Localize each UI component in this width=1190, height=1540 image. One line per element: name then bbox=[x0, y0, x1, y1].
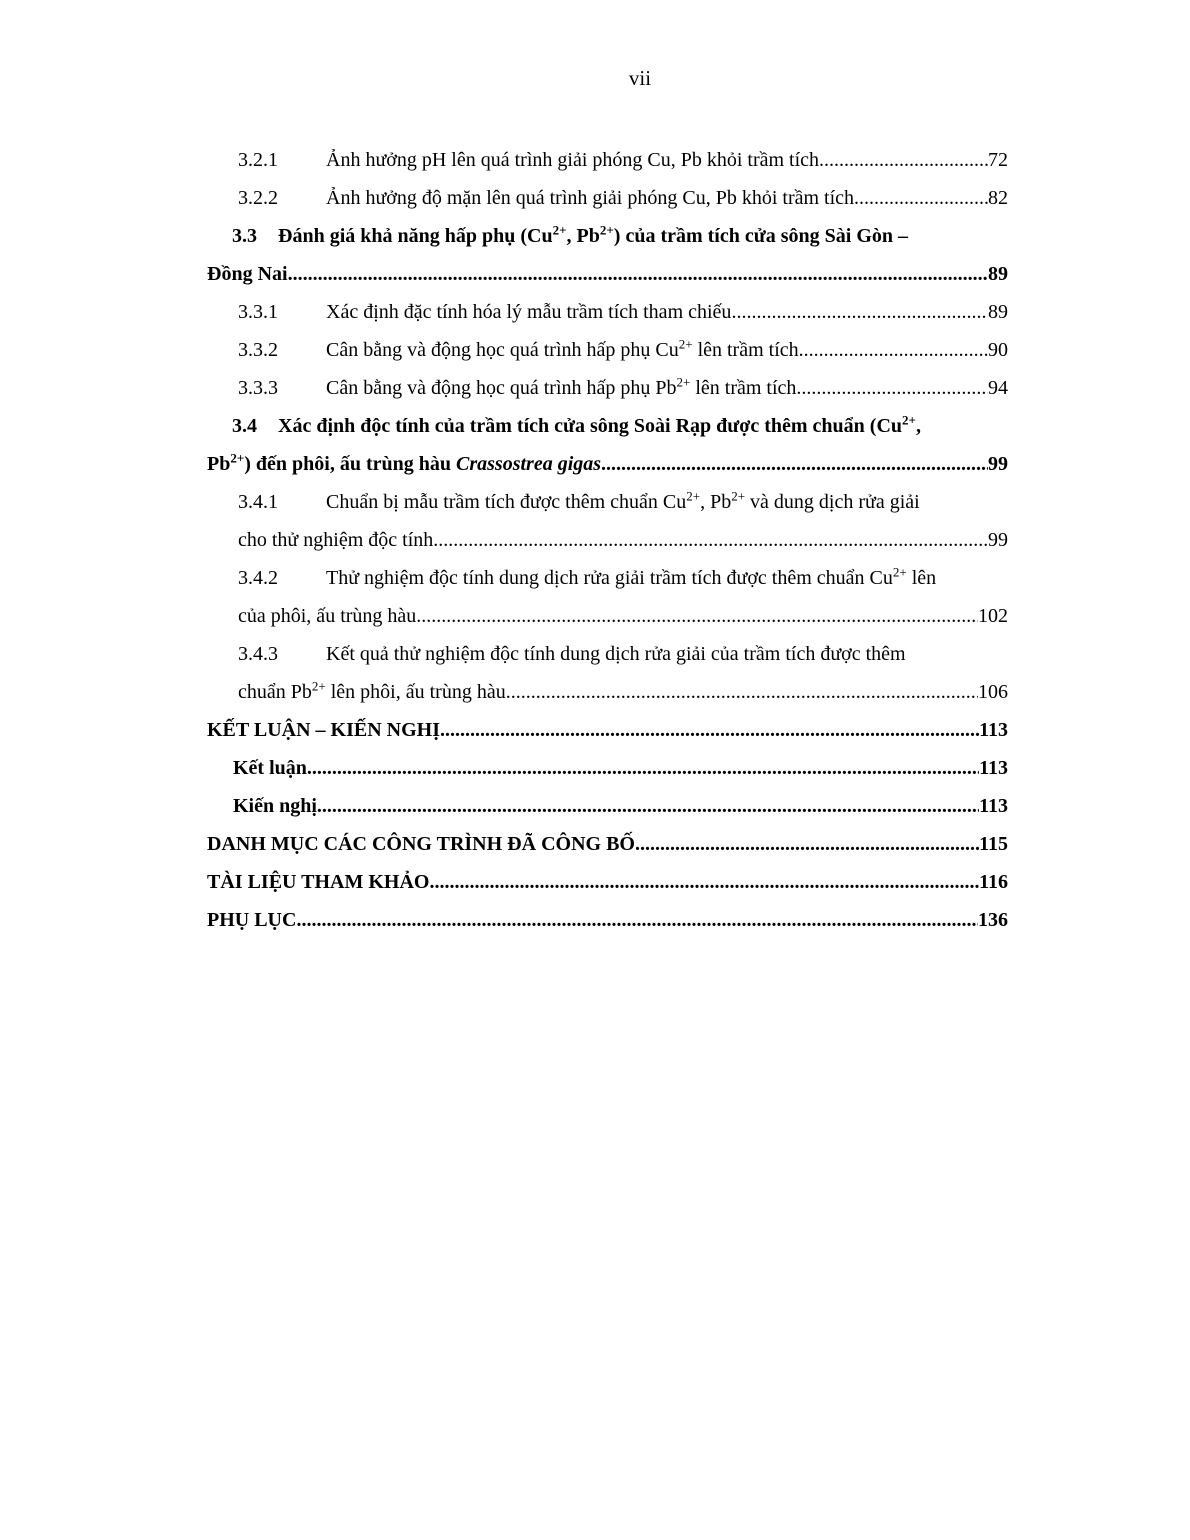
entry-page: 116 bbox=[979, 871, 1008, 893]
entry-number: 3.3.2 bbox=[238, 339, 278, 361]
toc-entry-phu-luc[interactable] bbox=[207, 906, 1008, 934]
dot-leader bbox=[819, 146, 988, 174]
entry-title: Ảnh hưởng độ mặn lên quá trình giải phóng Cu, Pb khỏi trầm tích bbox=[326, 187, 855, 209]
entry-title: TÀI LIỆU THAM KHẢO bbox=[207, 871, 430, 893]
species-name: Crassostrea gigas bbox=[456, 453, 602, 475]
toc-entry-3-2-1[interactable] bbox=[207, 146, 1008, 174]
entry-title-line2: chuẩn $Pb^{2+}$ lên phôi, ấu trùng hàu bbox=[238, 678, 506, 703]
entry-page: 89 bbox=[988, 263, 1008, 285]
dot-leader bbox=[296, 906, 978, 934]
entry-title-line1: Đánh giá khả năng hấp phụ ($Cu^{2+}$, $Pb^{2+}$) của trầm tích cửa sông Sài Gòn – bbox=[278, 222, 908, 247]
dot-leader bbox=[433, 526, 988, 554]
toc-entry-3-4-3[interactable] bbox=[207, 640, 1008, 668]
entry-page: 113 bbox=[979, 757, 1008, 779]
entry-page: 94 bbox=[988, 377, 1008, 399]
toc-entry-kien-nghi[interactable] bbox=[233, 792, 1008, 820]
entry-number: 3.4.3 bbox=[238, 643, 278, 665]
entry-page: 90 bbox=[988, 339, 1008, 361]
dot-leader bbox=[416, 602, 978, 630]
entry-title-line1: Thử nghiệm độc tính dung dịch rửa giải trầm tích được thêm chuẩn $Cu^{2+}$ lên bbox=[326, 564, 937, 589]
entry-page: 72 bbox=[988, 149, 1008, 171]
entry-number: 3.4.2 bbox=[238, 567, 278, 589]
entry-page: 99 bbox=[988, 529, 1008, 551]
toc-entry-3-4-1[interactable] bbox=[207, 488, 1008, 516]
entry-number: 3.4 bbox=[232, 415, 257, 437]
entry-page: 113 bbox=[979, 719, 1008, 741]
toc-entry-3-4-continued[interactable] bbox=[207, 450, 1008, 478]
toc-entry-3-4[interactable] bbox=[207, 412, 1033, 440]
entry-title-line2: $Pb^{2+}$) đến phôi, ấu trùng hàu Crassostrea gigas bbox=[207, 450, 602, 475]
entry-title: Kết luận bbox=[233, 757, 307, 779]
entry-title: Ảnh hưởng pH lên quá trình giải phóng Cu, Pb khỏi trầm tích bbox=[326, 149, 820, 171]
entry-title-line2: cho thử nghiệm độc tính bbox=[238, 529, 434, 551]
dot-leader bbox=[440, 716, 979, 744]
entry-page: 82 bbox=[988, 187, 1008, 209]
page-number: vii bbox=[628, 66, 652, 90]
toc-entry-3-3[interactable] bbox=[207, 222, 1033, 250]
entry-title: DANH MỤC CÁC CÔNG TRÌNH ĐÃ CÔNG BỐ bbox=[207, 833, 635, 855]
toc-entry-3-3-3[interactable] bbox=[207, 374, 1008, 402]
entry-title: PHỤ LỤC bbox=[207, 909, 297, 931]
toc-entry-3-3-2[interactable] bbox=[207, 336, 1008, 364]
entry-page: 113 bbox=[979, 795, 1008, 817]
toc-entry-3-4-3-continued[interactable] bbox=[238, 678, 1008, 706]
entry-title-line1: Xác định độc tính của trầm tích cửa sông Soài Rạp được thêm chuẩn ($Cu^{2+}$, bbox=[278, 412, 921, 437]
entry-title-line2: Đồng Nai bbox=[207, 263, 288, 285]
toc-entry-ket-luan-kien-nghi[interactable] bbox=[207, 716, 1008, 744]
toc-entry-danh-muc[interactable] bbox=[207, 830, 1008, 858]
entry-page: 106 bbox=[978, 681, 1008, 703]
entry-page: 102 bbox=[978, 605, 1008, 627]
toc-entry-3-4-2[interactable] bbox=[207, 564, 1028, 592]
entry-page: 89 bbox=[988, 301, 1008, 323]
entry-page: 99 bbox=[988, 453, 1008, 475]
entry-title-line1: Kết quả thử nghiệm độc tính dung dịch rửa giải của trầm tích được thêm bbox=[326, 643, 906, 665]
entry-number: 3.3.1 bbox=[238, 301, 278, 323]
entry-title: KẾT LUẬN – KIẾN NGHỊ bbox=[207, 719, 441, 741]
entry-title: Cân bằng và động học quá trình hấp phụ $Pb^{2+}$ lên trầm tích bbox=[326, 374, 797, 399]
dot-leader bbox=[601, 450, 988, 478]
entry-number: 3.4.1 bbox=[238, 491, 278, 513]
entry-page: 136 bbox=[978, 909, 1008, 931]
dot-leader bbox=[288, 260, 988, 288]
entry-title: Kiến nghị bbox=[233, 795, 317, 817]
dot-leader bbox=[796, 374, 988, 402]
dot-leader bbox=[307, 754, 979, 782]
dot-leader bbox=[506, 678, 978, 706]
dot-leader bbox=[429, 868, 979, 896]
entry-title: Xác định đặc tính hóa lý mẫu trầm tích tham chiếu bbox=[326, 301, 732, 323]
dot-leader bbox=[854, 184, 988, 212]
entry-title-line1: Chuẩn bị mẫu trầm tích được thêm chuẩn $Cu^{2+}$, $Pb^{2+}$ và dung dịch rửa giải bbox=[326, 488, 920, 513]
dot-leader bbox=[317, 792, 979, 820]
toc-entry-tai-lieu[interactable] bbox=[207, 868, 1008, 896]
toc-entry-ket-luan[interactable] bbox=[233, 754, 1008, 782]
entry-number: 3.2.1 bbox=[238, 149, 278, 171]
entry-title: Cân bằng và động học quá trình hấp phụ $Cu^{2+}$ lên trầm tích bbox=[326, 336, 799, 361]
entry-number: 3.3.3 bbox=[238, 377, 278, 399]
dot-leader bbox=[799, 336, 988, 364]
toc-entry-3-3-1[interactable] bbox=[207, 298, 1008, 326]
toc-entry-3-3-continued[interactable] bbox=[207, 260, 1008, 288]
toc-entry-3-4-2-continued[interactable] bbox=[238, 602, 1008, 630]
entry-number: 3.2.2 bbox=[238, 187, 278, 209]
entry-page: 115 bbox=[979, 833, 1008, 855]
dot-leader bbox=[635, 830, 979, 858]
toc-entry-3-4-1-continued[interactable] bbox=[238, 526, 1008, 554]
toc-entry-3-2-2[interactable] bbox=[207, 184, 1008, 212]
entry-number: 3.3 bbox=[232, 225, 257, 247]
dot-leader bbox=[731, 298, 988, 326]
entry-title-line2: của phôi, ấu trùng hàu bbox=[238, 605, 417, 627]
